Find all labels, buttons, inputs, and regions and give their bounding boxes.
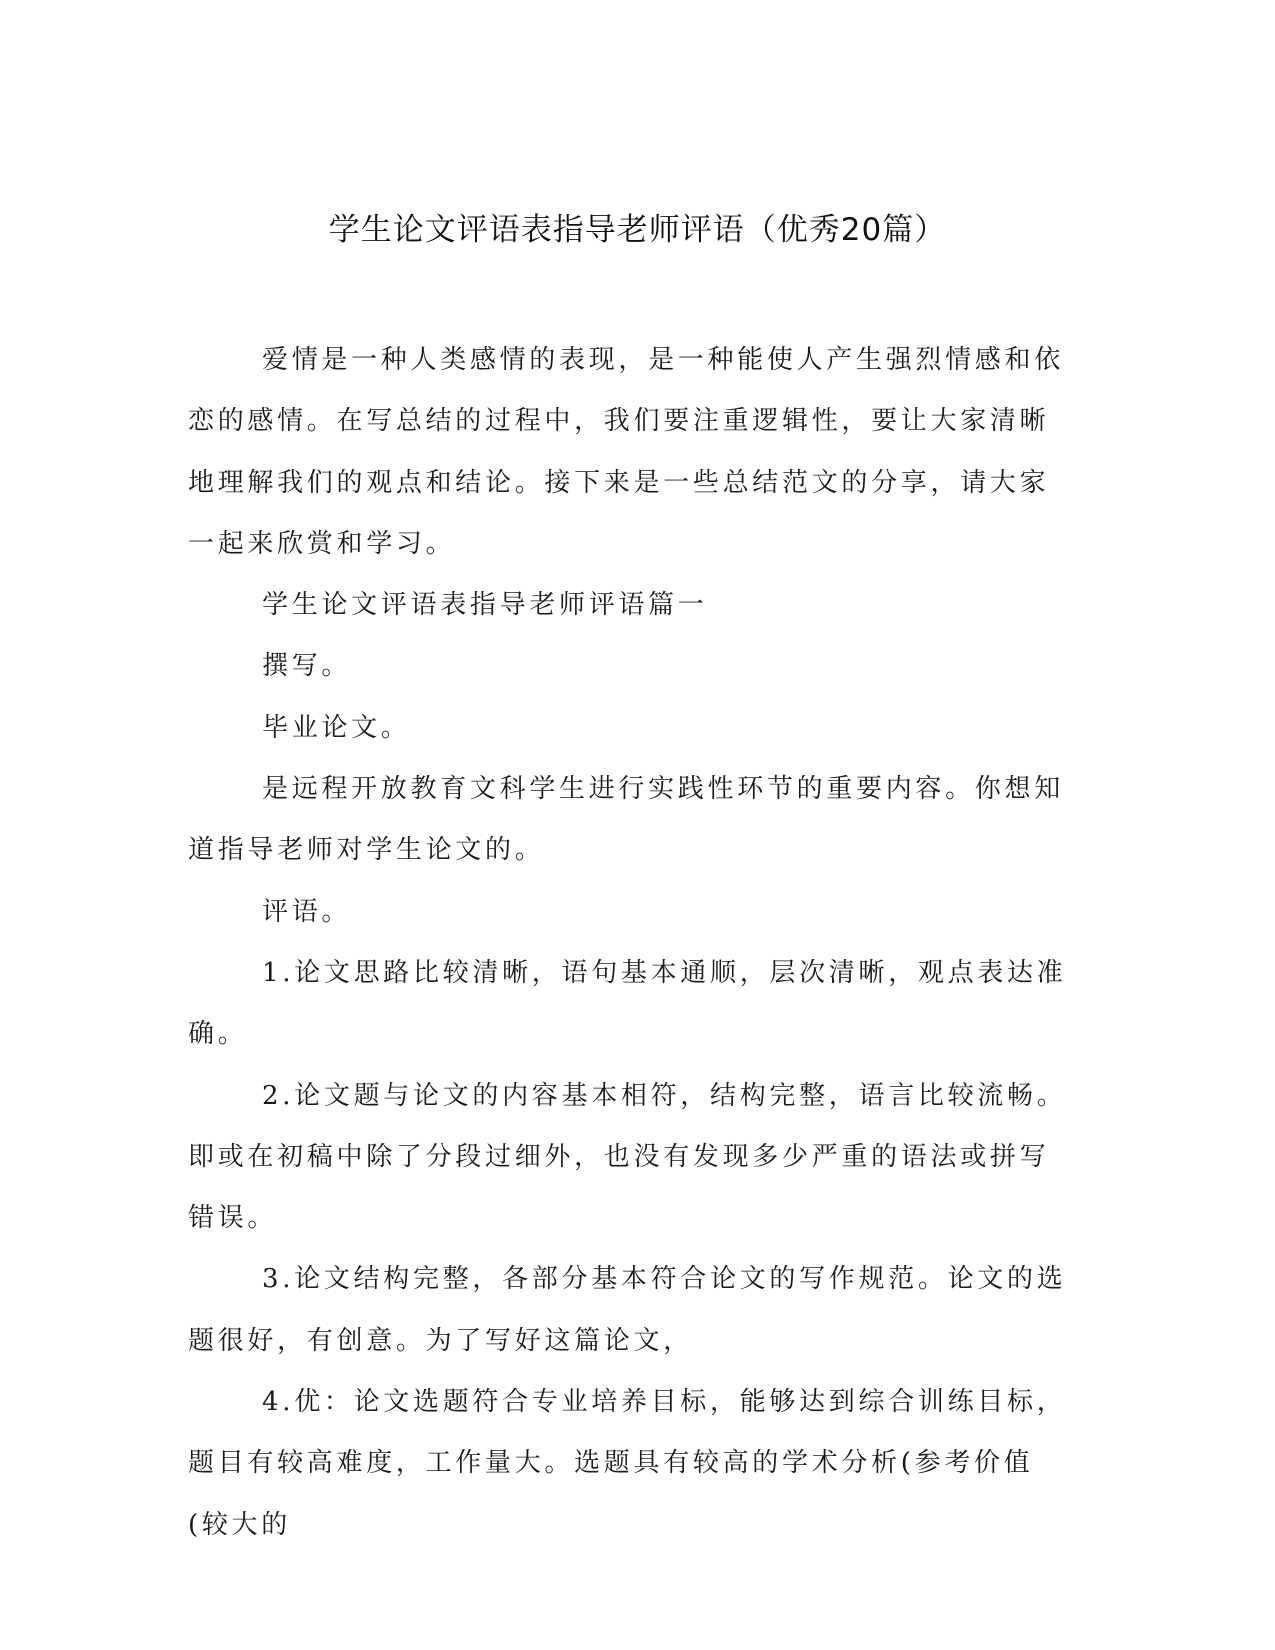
comment-item-3: 3.论文结构完整，各部分基本符合论文的写作规范。论文的选题很好，有创意。为了写好这篇论文， (188, 1264, 1067, 1356)
document-title: 学生论文评语表指导老师评语（优秀20篇） (328, 212, 947, 248)
comment-item-4: 4.优：论文选题符合专业培养目标，能够达到综合训练目标，题目有较高难度，工作量大。选题具有较高的学术分析(参考价值(较大的 (188, 1387, 1067, 1540)
paragraph: 毕业论文。 (262, 712, 411, 743)
document-body (188, 330, 1068, 1556)
paragraph: 是远程开放教育文科学生进行实践性环节的重要内容。你想知道指导老师对学生论文的。 (188, 774, 1064, 866)
paragraph: 评语。 (262, 896, 352, 927)
paragraph-section-heading: 学生论文评语表指导老师评语篇一 (262, 590, 708, 621)
comment-item-1: 1.论文思路比较清晰，语句基本通顺，层次清晰，观点表达准确。 (188, 957, 1067, 1050)
paragraph: 撰写。 (262, 651, 352, 682)
comment-item-2: 2.论文题与论文的内容基本相符，结构完整，语言比较流畅。即或在初稿中除了分段过细外，也没有发现多少严重的语法或拼写错误。 (188, 1080, 1067, 1234)
paragraph-intro: 爱情是一种人类感情的表现，是一种能使人产生强烈情感和依恋的感情。在写总结的过程中，我们要注重逻辑性，要让大家清晰地理解我们的观点和结论。接下来是一些总结范文的分享，请大家一起来欣赏和学习。 (188, 345, 1064, 559)
